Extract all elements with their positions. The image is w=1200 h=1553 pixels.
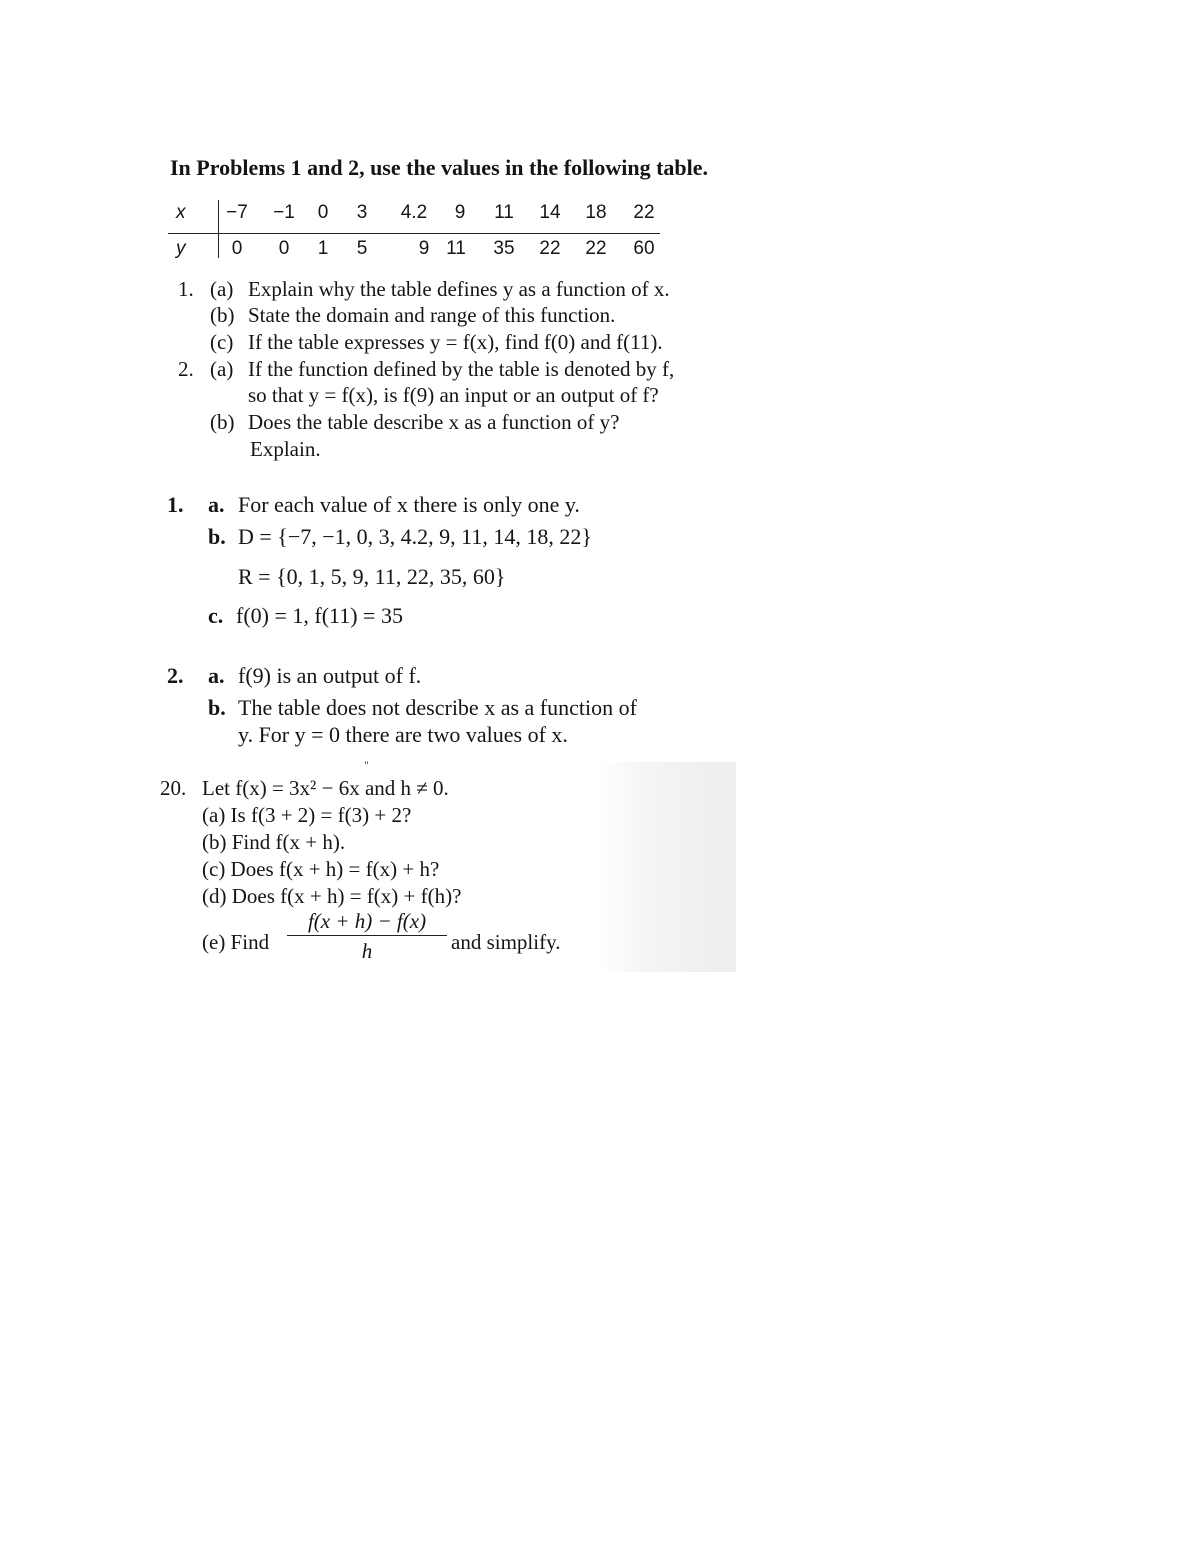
y-value-cell: 11 bbox=[446, 238, 466, 259]
problem-1b-tag: (b) bbox=[210, 303, 235, 327]
answer-2b-text: The table does not describe x as a function of bbox=[238, 695, 637, 720]
answer-1a-tag: a. bbox=[208, 492, 225, 517]
y-value-cell: 35 bbox=[493, 238, 515, 259]
answer-1b-range: R = {0, 1, 5, 9, 11, 22, 35, 60} bbox=[238, 564, 506, 589]
x-value-cell: 9 bbox=[454, 202, 466, 223]
problem-20e-prefix: (e) Find bbox=[202, 930, 270, 954]
x-value-cell: 11 bbox=[494, 202, 514, 223]
y-value-cell: 5 bbox=[356, 238, 368, 259]
difference-quotient-fraction bbox=[287, 908, 447, 964]
problem-2a-text-continued: so that y = f(x), is f(9) an input or an output of f? bbox=[248, 383, 659, 407]
y-value-cell: 60 bbox=[633, 238, 655, 259]
problem-20-intro: Let f(x) = 3x² − 6x and h ≠ 0. bbox=[202, 776, 449, 800]
fraction-bar bbox=[287, 935, 447, 936]
y-value-cell: 22 bbox=[539, 238, 561, 259]
y-row-label: y bbox=[176, 238, 186, 259]
answer-2b-tag: b. bbox=[208, 695, 226, 720]
problem-1c-tag: (c) bbox=[210, 330, 234, 354]
fraction-numerator: f(x + h) − f(x) bbox=[307, 909, 427, 933]
x-value-cell: −7 bbox=[226, 202, 248, 223]
x-value-cell: 18 bbox=[585, 202, 607, 223]
stray-mark: " bbox=[364, 758, 369, 772]
problem-1c-text: If the table expresses y = f(x), find f(0) and f(11). bbox=[248, 330, 663, 354]
problem-2b-text: Does the table describe x as a function of y? bbox=[248, 410, 620, 434]
table-vertical-rule bbox=[218, 200, 219, 258]
instructions-heading: In Problems 1 and 2, use the values in the following table. bbox=[170, 155, 709, 180]
problem-20b: (b) Find f(x + h). bbox=[202, 830, 346, 854]
x-value-cell: 3 bbox=[356, 202, 368, 223]
problem-20-number: 20. bbox=[160, 776, 187, 800]
answer-2-number: 2. bbox=[167, 663, 184, 688]
problem-2b-tag: (b) bbox=[210, 410, 235, 434]
problem-20d: (d) Does f(x + h) = f(x) + f(h)? bbox=[202, 884, 462, 908]
problem-1a-tag: (a) bbox=[210, 277, 234, 301]
problem-1b-text: State the domain and range of this function. bbox=[248, 303, 616, 327]
y-value-cell: 22 bbox=[585, 238, 607, 259]
x-value-cell: 4.2 bbox=[400, 202, 428, 223]
y-value-cell: 0 bbox=[231, 238, 243, 259]
problem-1-number: 1. bbox=[178, 277, 194, 301]
answer-2a-text: f(9) is an output of f. bbox=[238, 663, 422, 688]
answer-1b-domain: D = {−7, −1, 0, 3, 4.2, 9, 11, 14, 18, 22} bbox=[238, 524, 592, 549]
answer-2b-text-continued: y. For y = 0 there are two values of x. bbox=[238, 722, 568, 747]
x-value-cell: 22 bbox=[633, 202, 655, 223]
problem-20e-suffix: and simplify. bbox=[451, 930, 561, 954]
fraction-denominator: h bbox=[361, 939, 373, 963]
table-horizontal-rule bbox=[168, 233, 660, 234]
answer-1-number: 1. bbox=[167, 492, 184, 517]
problem-2-number: 2. bbox=[178, 357, 194, 381]
problem-2a-text: If the function defined by the table is denoted by f, bbox=[248, 357, 675, 381]
values-table bbox=[168, 198, 668, 270]
answer-1a-text: For each value of x there is only one y. bbox=[238, 492, 580, 517]
x-value-cell: −1 bbox=[273, 202, 295, 223]
answer-1b-tag: b. bbox=[208, 524, 226, 549]
problem-2b-text-continued: Explain. bbox=[250, 437, 321, 461]
answer-1c-tag: c. bbox=[208, 603, 224, 628]
answer-1c-text: f(0) = 1, f(11) = 35 bbox=[236, 603, 403, 628]
problem-20c: (c) Does f(x + h) = f(x) + h? bbox=[202, 857, 440, 881]
y-value-cell: 1 bbox=[317, 238, 329, 259]
x-value-cell: 14 bbox=[539, 202, 561, 223]
y-value-cell: 9 bbox=[418, 238, 430, 259]
y-value-cell: 0 bbox=[278, 238, 290, 259]
problem-20a: (a) Is f(3 + 2) = f(3) + 2? bbox=[202, 803, 412, 827]
x-value-cell: 0 bbox=[317, 202, 329, 223]
x-row-label: x bbox=[176, 202, 186, 223]
scan-shading bbox=[600, 762, 736, 972]
answer-2a-tag: a. bbox=[208, 663, 225, 688]
problem-2a-tag: (a) bbox=[210, 357, 234, 381]
problem-1a-text: Explain why the table defines y as a function of x. bbox=[248, 277, 670, 301]
